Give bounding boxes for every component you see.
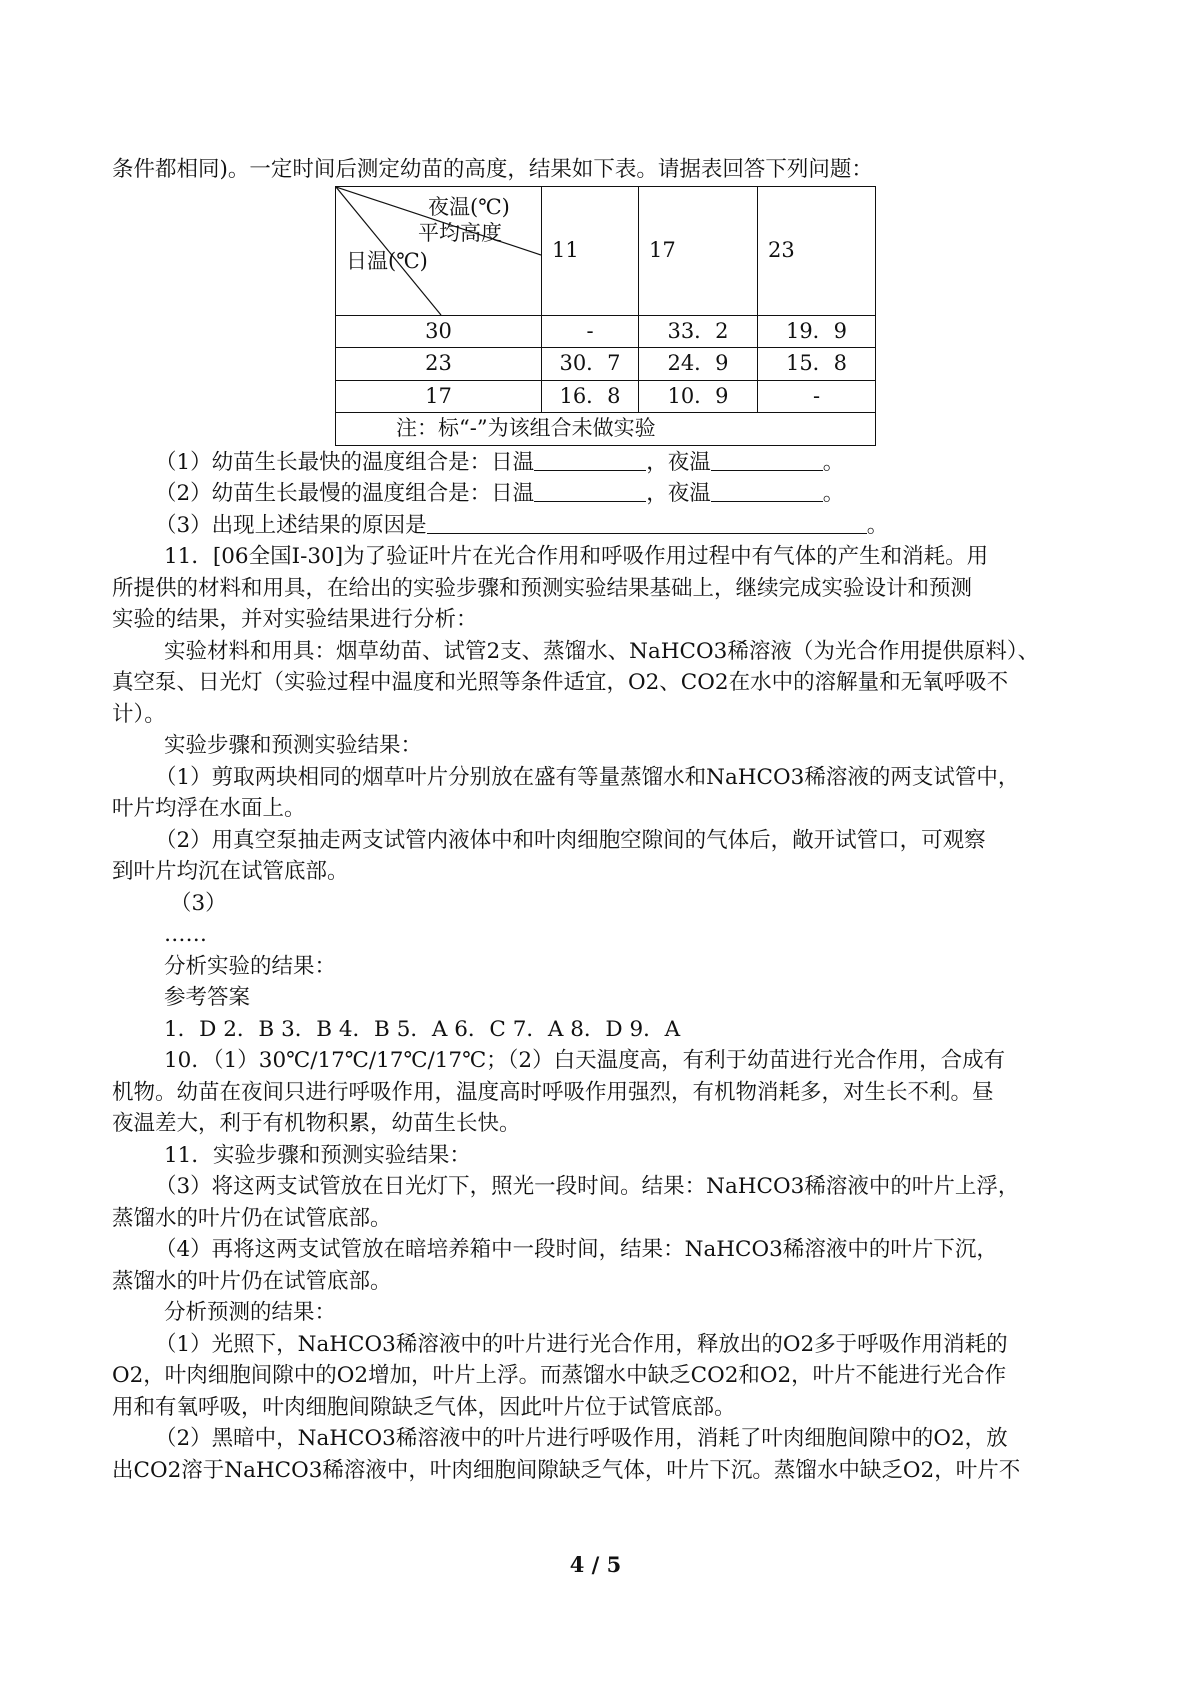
answer-line: 蒸馏水的叶片仍在试管底部。 xyxy=(112,1268,392,1294)
answer-line: 夜温差大，利于有机物积累，幼苗生长快。 xyxy=(112,1111,521,1136)
paragraph-line: …… xyxy=(164,922,207,947)
table-cell: 30．7 xyxy=(542,348,639,381)
answer-line: 机物。幼苗在夜间只进行呼吸作用，温度高时呼吸作用强烈，有机物消耗多，对生长不利。昼 xyxy=(112,1079,994,1105)
answer-line: （1）光照下，NaHCO3稀溶液中的叶片进行光合作用，释放出的O2多于呼吸作用消耗的 xyxy=(155,1331,1008,1357)
question-2-text: （2）幼苗生长最慢的温度组合是：日温 xyxy=(155,481,535,506)
answer-line: 10．（1）30℃/17℃/17℃/17℃；（2）白天温度高，有利于幼苗进行光合作用，合成有 xyxy=(164,1048,1006,1073)
answer-line: 11．实验步骤和预测实验结果： xyxy=(164,1142,471,1168)
question-2-end: 。 xyxy=(822,481,845,506)
table-cell: 15．8 xyxy=(758,348,876,381)
paragraph-line: 计）。 xyxy=(112,701,166,727)
answers-multiple-choice: 1．D 2．B 3．B 4．B 5．A 6．C 7．A 8．D 9．A xyxy=(164,1016,681,1042)
table-cell: 24．9 xyxy=(639,348,758,381)
table-cell: 16．8 xyxy=(542,380,639,413)
answer-line: （2）黑暗中，NaHCO3稀溶液中的叶片进行呼吸作用，消耗了叶肉细胞间隙中的O2，放 xyxy=(155,1426,1008,1451)
table-cell: 33．2 xyxy=(639,315,758,348)
page-number: 4 / 5 xyxy=(569,1552,622,1577)
paragraph-line: 实验材料和用具：烟草幼苗、试管2支、蒸馏水、NaHCO3稀溶液（为光合作用提供原料）、 xyxy=(164,638,1040,664)
answers-title: 参考答案 xyxy=(164,985,251,1010)
intro-text: 条件都相同)。一定时间后测定幼苗的高度，结果如下表。请据表回答下列问题： xyxy=(112,157,873,182)
answer-blank xyxy=(711,448,823,471)
paragraph-line: 所提供的材料和用具，在给出的实验步骤和预测实验结果基础上，继续完成实验设计和预测 xyxy=(112,575,973,601)
answer-blank xyxy=(427,511,867,534)
question-3 xyxy=(112,510,1092,542)
paragraph-line: （2）用真空泵抽走两支试管内液体中和叶肉细胞空隙间的气体后，敞开试管口，可观察 xyxy=(155,827,986,853)
table-cell: 10．9 xyxy=(639,380,758,413)
data-table xyxy=(335,186,876,446)
question-2-mid: ，夜温 xyxy=(646,481,711,506)
question-3-text: （3）出现上述结果的原因是 xyxy=(155,512,427,538)
header-day-temp: 日温(℃) xyxy=(346,248,428,273)
night-temp-col-3: 23 xyxy=(758,186,876,315)
paragraph-line: 到叶片均沉在试管底部。 xyxy=(112,859,349,884)
paragraph-line: 真空泵、日光灯（实验过程中温度和光照等条件适宜，O2、CO2在水中的溶解量和无氧呼吸不 xyxy=(112,670,1009,695)
table-row xyxy=(336,315,876,348)
answer-blank xyxy=(711,479,823,502)
paragraph-line: （3） xyxy=(170,890,227,916)
paragraph-line: 实验步骤和预测实验结果： xyxy=(164,733,423,758)
answer-blank xyxy=(534,479,646,502)
diagonal-header-cell xyxy=(336,186,542,315)
answer-line: 蒸馏水的叶片仍在试管底部。 xyxy=(112,1205,392,1231)
header-night-temp: 夜温(℃) xyxy=(428,194,510,219)
question-1-mid: ，夜温 xyxy=(646,449,711,475)
answer-line: （4）再将这两支试管放在暗培养箱中一段时间，结果：NaHCO3稀溶液中的叶片下沉， xyxy=(155,1237,998,1262)
question-1 xyxy=(112,447,1092,479)
day-temp-cell: 23 xyxy=(336,348,542,381)
answer-line: O2，叶肉细胞间隙中的O2增加，叶片上浮。而蒸馏水中缺乏CO2和O2，叶片不能进行光合作 xyxy=(112,1363,1007,1388)
table-note: 注：标“-”为该组合未做实验 xyxy=(336,413,876,446)
night-temp-col-2: 17 xyxy=(639,186,758,315)
day-temp-cell: 17 xyxy=(336,380,542,413)
question-1-end: 。 xyxy=(822,449,845,475)
question-2 xyxy=(112,478,1092,510)
table-cell: - xyxy=(758,380,876,413)
answer-blank xyxy=(534,448,646,471)
table-cell: 19．9 xyxy=(758,315,876,348)
table-cell: - xyxy=(542,315,639,348)
paragraph-line: 叶片均浮在水面上。 xyxy=(112,796,306,821)
paragraph-line: （1）剪取两块相同的烟草叶片分别放在盛有等量蒸馏水和NaHCO3稀溶液的两支试管中， xyxy=(155,764,1020,790)
paragraph-line: 分析实验的结果： xyxy=(164,953,337,979)
paragraph-line: 实验的结果，并对实验结果进行分析： xyxy=(112,607,478,632)
question-3-end: 。 xyxy=(866,512,889,538)
paragraph-line: 11．[06全国Ⅰ-30]为了验证叶片在光合作用和呼吸作用过程中有气体的产生和消耗。用 xyxy=(164,544,989,569)
answer-line: 出CO2溶于NaHCO3稀溶液中，叶肉细胞间隙缺乏气体，叶片下沉。蒸馏水中缺乏O2，叶片不 xyxy=(112,1457,1021,1483)
table-row xyxy=(336,380,876,413)
answer-line: 分析预测的结果： xyxy=(164,1300,337,1325)
night-temp-col-1: 11 xyxy=(542,186,639,315)
question-1-text: （1）幼苗生长最快的温度组合是：日温 xyxy=(155,449,535,475)
header-average-height: 平均高度 xyxy=(418,220,502,245)
answer-line: （3）将这两支试管放在日光灯下，照光一段时间。结果：NaHCO3稀溶液中的叶片上浮， xyxy=(155,1174,1020,1199)
day-temp-cell: 30 xyxy=(336,315,542,348)
answer-line: 用和有氧呼吸，叶肉细胞间隙缺乏气体，因此叶片位于试管底部。 xyxy=(112,1394,736,1420)
table-row xyxy=(336,348,876,381)
document-page xyxy=(112,154,1092,1486)
